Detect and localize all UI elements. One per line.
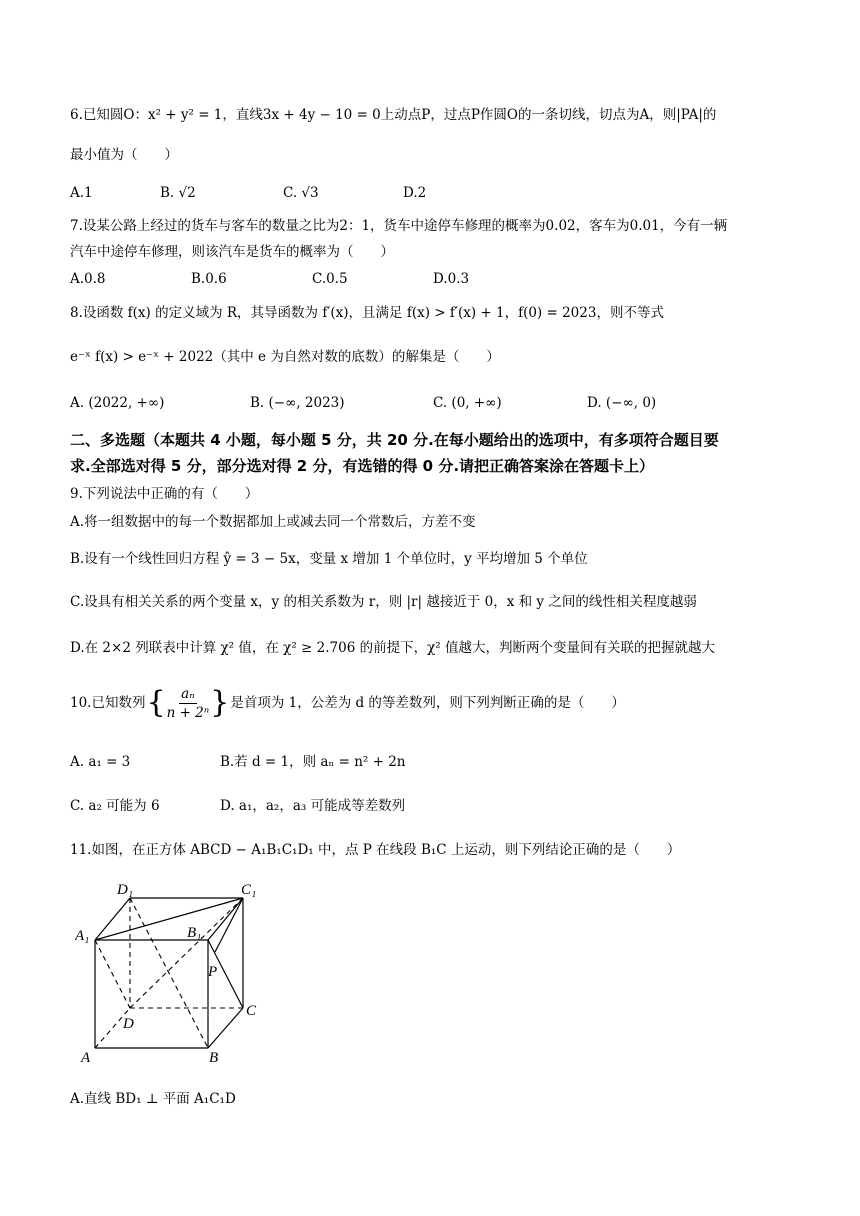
- q10-stem: [70, 683, 625, 723]
- q10-option-c: C. a₂ 可能为 6: [70, 798, 160, 814]
- label-d: D: [123, 1016, 134, 1032]
- q8-line2: e⁻ˣ f(x) > e⁻ˣ + 2022（其中 e 为自然对数的底数）的解集是（ ）: [70, 349, 500, 365]
- q7-option-d: D.0.3: [433, 271, 470, 287]
- q7-option-a: A.0.8: [70, 271, 106, 287]
- q10-fraction-denominator: n + 2ⁿ: [166, 704, 210, 721]
- segment-a1-d-hidden: [95, 940, 130, 1008]
- q7-option-b: B.0.6: [191, 271, 227, 287]
- label-c: C: [246, 1003, 257, 1019]
- q6-option-c: C. √3: [283, 185, 319, 201]
- edge-b1-c1: [208, 898, 243, 940]
- q10-suffix: 是首项为 1，公差为 d 的等差数列，则下列判断正确的是（ ）: [230, 695, 625, 711]
- q8-option-a: A. (2022, +∞): [70, 395, 165, 411]
- q9-option-d: D.在 2×2 列联表中计算 χ² 值，在 χ² ≥ 2.706 的前提下，χ² 值越大，判断两个变量间有关联的把握就越大: [70, 640, 715, 656]
- label-a1: A₁: [75, 928, 90, 944]
- label-c1: C₁: [241, 882, 257, 898]
- q6-line1: 6.已知圆O：x² + y² = 1，直线3x + 4y − 10 = 0上动点P，过点P作圆O的一条切线，切点为A，则|PA|的: [70, 107, 717, 123]
- q9-stem: 9.下列说法中正确的有（ ）: [70, 486, 259, 502]
- q10-right-brace: }: [210, 685, 230, 720]
- q6-option-a: A.1: [70, 185, 93, 201]
- q11-option-a: A.直线 BD₁ ⊥ 平面 A₁C₁D: [70, 1091, 236, 1107]
- q6-option-b: B. √2: [160, 185, 196, 201]
- q10-option-d: D. a₁，a₂，a₃ 可能成等差数列: [220, 798, 406, 814]
- q10-prefix: 10.已知数列: [70, 695, 146, 711]
- q7-option-c: C.0.5: [312, 271, 348, 287]
- section2-header-line1: 二、多选题（本题共 4 小题，每小题 5 分，共 20 分.在每小题给出的选项中，有多项符合题目要: [70, 431, 719, 449]
- q9-option-a: A.将一组数据中的每一个数据都加上或减去同一个常数后，方差不变: [70, 514, 476, 530]
- q9-option-c: C.设具有相关关系的两个变量 x，y 的相关系数为 r，则 |r| 越接近于 0，x 和 y 之间的线性相关程度越弱: [70, 594, 697, 610]
- q11-stem: 11.如图，在正方体 ABCD − A₁B₁C₁D₁ 中，点 P 在线段 B₁C 上运动，则下列结论正确的是（ ）: [70, 842, 681, 858]
- label-b: B: [209, 1050, 219, 1066]
- q8-line1: 8.设函数 f(x) 的定义域为 R，其导函数为 f′(x)，且满足 f(x) > f′(x) + 1，f(0) = 2023，则不等式: [70, 305, 664, 321]
- diagonal-d1-b-hidden: [130, 898, 208, 1048]
- q8-option-b: B. (−∞, 2023): [250, 395, 345, 411]
- q7-line2: 汽车中途停车修理，则该汽车是货车的概率为（ ）: [70, 244, 394, 260]
- segment-p-c1: [215, 898, 243, 952]
- q6-option-d: D.2: [403, 185, 427, 201]
- q8-option-d: D. (−∞, 0): [587, 395, 657, 411]
- label-a: A: [81, 1050, 91, 1066]
- cube-figure: [75, 880, 275, 1074]
- label-p: P: [208, 964, 218, 980]
- edge-a1-d1: [95, 898, 130, 940]
- q7-line1: 7.设某公路上经过的货车与客车的数量之比为2：1，货车中途停车修理的概率为0.02，客车为0.01，今有一辆: [70, 218, 728, 234]
- label-d1: D₁: [117, 882, 134, 898]
- q10-fraction-numerator: aₙ: [181, 685, 195, 702]
- q10-fraction: [167, 685, 210, 722]
- q9-option-b: B.设有一个线性回归方程 ŷ = 3 − 5x，变量 x 增加 1 个单位时，y 平均增加 5 个单位: [70, 551, 588, 567]
- q6-line2: 最小值为（ ）: [70, 147, 178, 163]
- edge-b-c: [208, 1008, 243, 1048]
- q10-left-brace: {: [146, 685, 166, 720]
- q8-option-c: C. (0, +∞): [433, 395, 502, 411]
- q10-option-b: B.若 d = 1，则 aₙ = n² + 2n: [220, 754, 406, 770]
- cube-diagram: [75, 880, 275, 1070]
- q10-option-a: A. a₁ = 3: [70, 754, 131, 770]
- label-b1: B₁: [187, 925, 202, 941]
- section2-header-line2: 求.全部选对得 5 分，部分选对得 2 分，有选错的得 0 分.请把正确答案涂在答题卡上）: [70, 457, 655, 475]
